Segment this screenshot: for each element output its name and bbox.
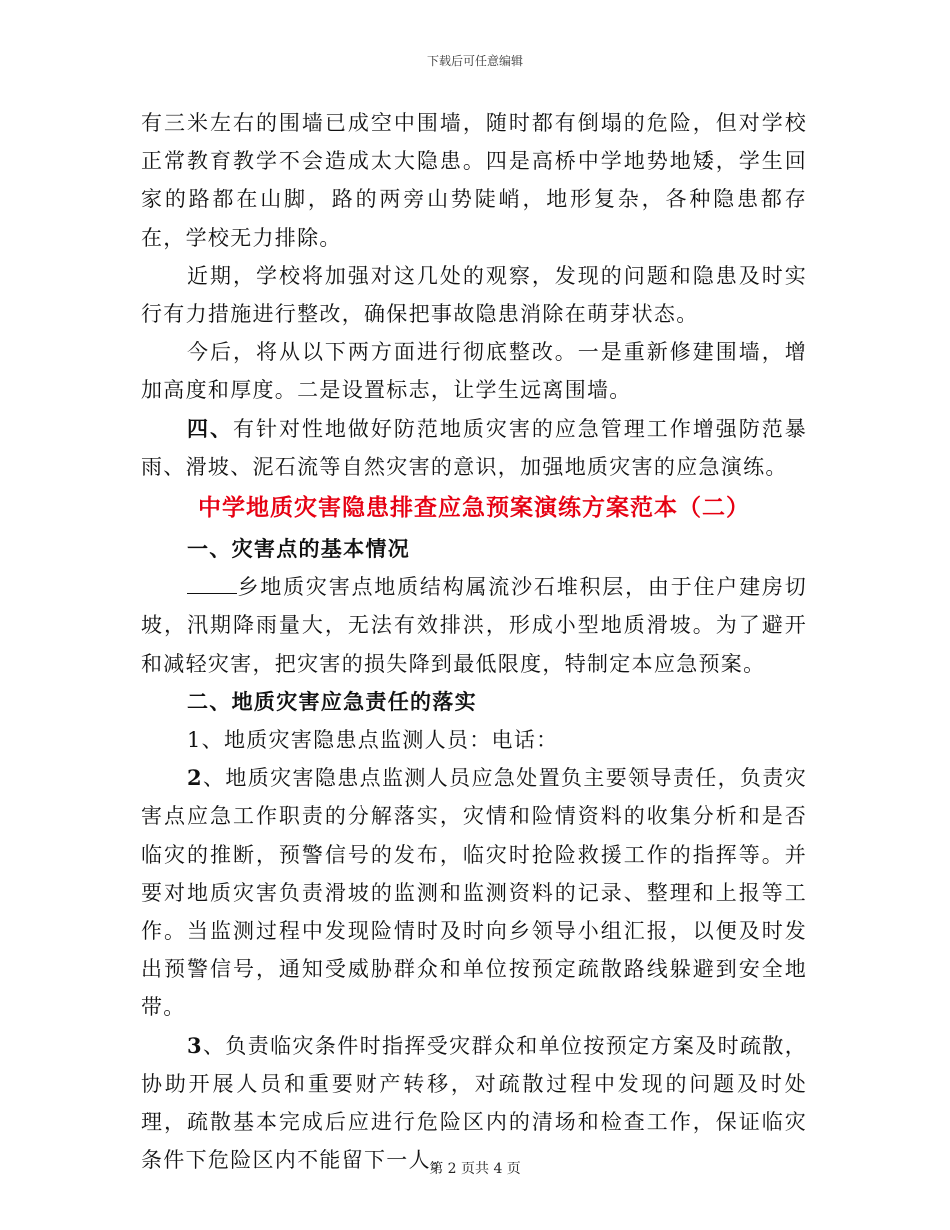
heading-one: 一、灾害点的基本情况	[187, 536, 410, 562]
paragraph-8-text: 、负责临灾条件时指挥受灾群众和单位按预定方案及时疏散，协助开展人员和重要财产转移，对疏散过程中发现的问题及时处理，疏散基本完成后应进行危险区内的清场和检查工作，保证临灾条件下危险区内不能留下一人。	[141, 1033, 807, 1173]
paragraph-7	[141, 759, 807, 1026]
item-two-number: 2	[187, 765, 203, 791]
paragraph-8	[141, 1027, 807, 1180]
document-body	[141, 104, 807, 1179]
paragraph-7-text: 、地质灾害隐患点监测人员应急处置负主要领导责任，负责灾害点应急工作职责的分解落实，灾情和险情资料的收集分析和是否临灾的推断，预警信号的发布，临灾时抢险救援工作的指挥等。并要对地质灾害负责滑坡的监测和监测资料的记录、整理和上报等工作。当监测过程中发现险情时及时向乡领导小组汇报，以便及时发出预警信号，通知受威胁群众和单位按预定疏散路线躲避到安全地带。	[141, 766, 807, 1020]
page-header: 下载后可任意编辑	[426, 54, 523, 68]
paragraph-2: 近期，学校将加强对这几处的观察，发现的问题和隐患及时实行有力措施进行整改，确保把事故隐患消除在萌芽状态。	[141, 263, 807, 327]
heading-two: 二、地质灾害应急责任的落实	[187, 688, 477, 714]
blank-underline	[187, 575, 237, 594]
paragraph-1: 有三米左右的围墙已成空中围墙，随时都有倒塌的危险，但对学校正常教育教学不会造成太大隐患。四是高桥中学地势地矮，学生回家的路都在山脚，路的两旁山势陡峭，地形复杂，各种隐患都存在，学校无力排除。	[141, 111, 807, 250]
page-footer: 第 2 页共 4 页	[429, 1161, 521, 1177]
paragraph-4	[141, 410, 807, 486]
paragraph-3: 今后，将从以下两方面进行彻底整改。一是重新修建围墙，增加高度和厚度。二是设置标志，让学生远离围墙。	[141, 340, 807, 403]
item-three-number: 3	[187, 1032, 203, 1058]
paragraph-4-text: 有针对性地做好防范地质灾害的应急管理工作增强防范暴雨、滑坡、泥石流等自然灾害的意识，加强地质灾害的应急演练。	[141, 416, 807, 479]
section-four-label: 四、	[187, 415, 233, 441]
paragraph-6: 1、地质灾害隐患点监测人员：电话：	[187, 728, 559, 753]
paragraph-5	[141, 568, 807, 683]
paragraph-5-text: 乡地质灾害点地质结构属流沙石堆积层，由于住户建房切坡，汛期降雨量大，无法有效排洪，形成小型地质滑坡。为了避开和减轻灾害，把灾害的损失降到最低限度，特制定本应急预案。	[141, 575, 807, 676]
document-title: 中学地质灾害隐患排查应急预案演练方案范本（二）	[198, 494, 750, 522]
